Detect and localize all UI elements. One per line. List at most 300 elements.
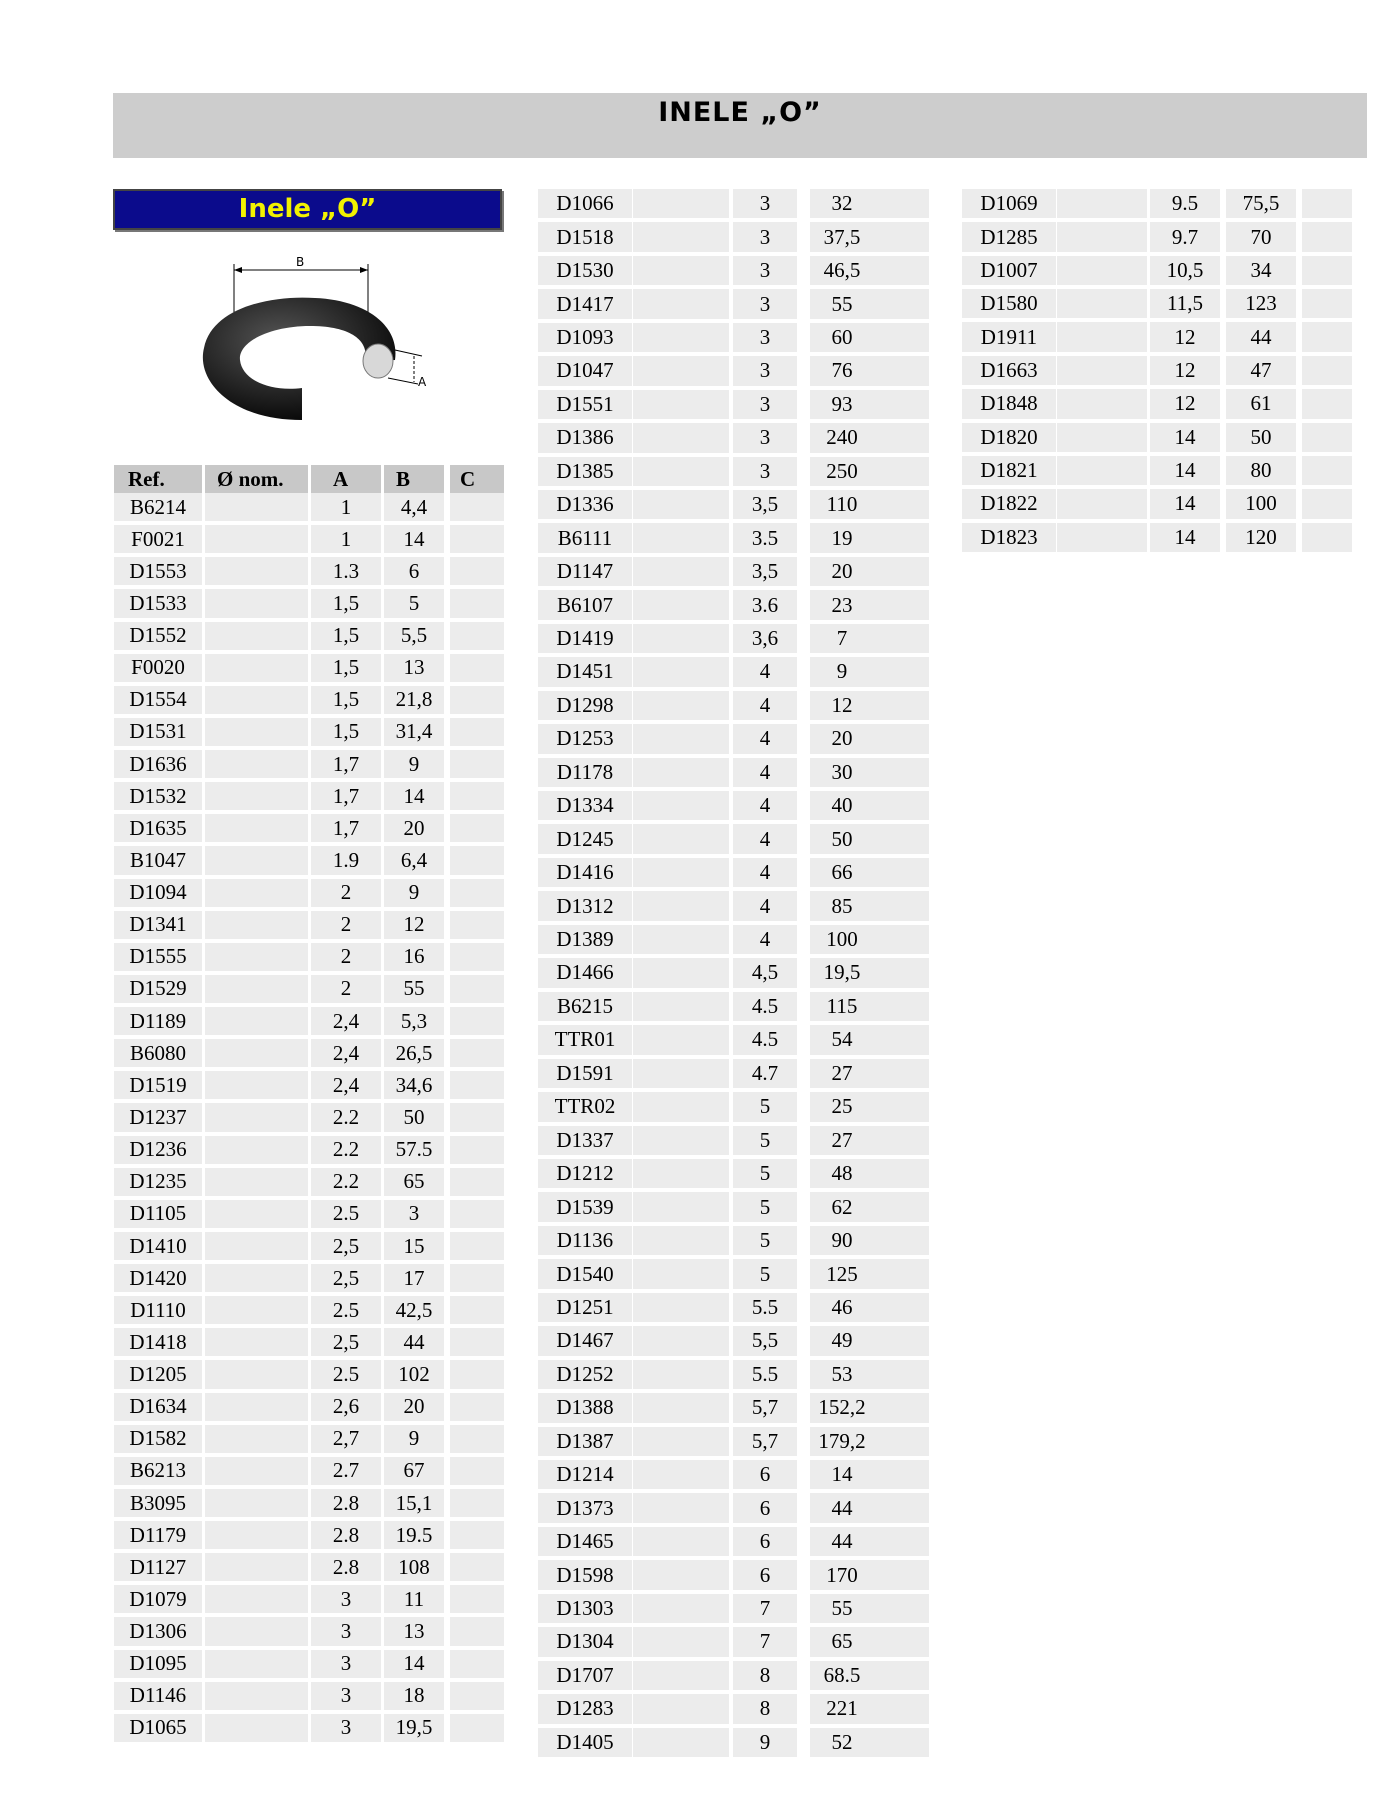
row-b: 50 — [384, 1103, 444, 1131]
row-b: 30 — [810, 758, 874, 787]
row-b: 80 — [1226, 456, 1296, 485]
row-a: 2 — [311, 975, 381, 1003]
row-c — [874, 1493, 929, 1522]
row-ref: D1634 — [114, 1393, 202, 1421]
header-a: A — [311, 465, 381, 493]
row-ref: D1095 — [114, 1650, 202, 1678]
row-c — [450, 1714, 504, 1742]
row-ref: D1127 — [114, 1553, 202, 1581]
row-a: 2,4 — [311, 1007, 381, 1035]
row-a: 2 — [311, 911, 381, 939]
row-nom — [633, 289, 729, 318]
row-nom — [205, 1714, 308, 1742]
row-b: 115 — [810, 992, 874, 1021]
row-c — [874, 724, 929, 753]
row-ref: D1552 — [114, 622, 202, 650]
row-c — [450, 1007, 504, 1035]
page-title: INELE „O” — [658, 97, 822, 128]
row-ref: D1285 — [962, 222, 1056, 251]
row-c — [874, 1259, 929, 1288]
row-c — [874, 992, 929, 1021]
row-c — [874, 958, 929, 987]
row-ref: D1066 — [538, 189, 632, 218]
row-c — [450, 1553, 504, 1581]
row-ref: B1047 — [114, 846, 202, 874]
row-ref: D1373 — [538, 1493, 632, 1522]
row-nom — [205, 1553, 308, 1581]
row-a: 5.5 — [733, 1293, 797, 1322]
row-ref: D1465 — [538, 1527, 632, 1556]
row-ref: B6215 — [538, 992, 632, 1021]
header-nom: Ø nom. — [205, 465, 308, 493]
row-a: 2.2 — [311, 1136, 381, 1164]
row-nom — [633, 1025, 729, 1054]
row-b: 70 — [1226, 222, 1296, 251]
row-nom — [205, 1521, 308, 1549]
row-a: 1,5 — [311, 589, 381, 617]
row-c — [874, 1226, 929, 1255]
row-a: 2,6 — [311, 1393, 381, 1421]
row-b: 44 — [384, 1328, 444, 1356]
row-c — [874, 1159, 929, 1188]
row-ref: D1303 — [538, 1594, 632, 1623]
row-nom — [633, 457, 729, 486]
row-ref: D1533 — [114, 589, 202, 617]
row-a: 3 — [311, 1585, 381, 1613]
row-a: 4.5 — [733, 1025, 797, 1054]
row-b: 52 — [810, 1728, 874, 1757]
row-a: 14 — [1150, 456, 1220, 485]
row-a: 3 — [311, 1682, 381, 1710]
row-c — [874, 824, 929, 853]
row-c — [450, 911, 504, 939]
row-a: 2,5 — [311, 1264, 381, 1292]
row-nom — [205, 1650, 308, 1678]
row-a: 3 — [311, 1714, 381, 1742]
row-c — [450, 1360, 504, 1388]
row-b: 34 — [1226, 256, 1296, 285]
row-nom — [633, 958, 729, 987]
row-c — [1302, 423, 1352, 452]
row-b: 60 — [810, 323, 874, 352]
row-a: 3,6 — [733, 624, 797, 653]
row-a: 2,5 — [311, 1328, 381, 1356]
header-c: C — [450, 465, 504, 493]
row-c — [874, 925, 929, 954]
row-a: 2,7 — [311, 1425, 381, 1453]
row-b: 76 — [810, 356, 874, 385]
row-ref: D1822 — [962, 489, 1056, 518]
row-ref: D1065 — [114, 1714, 202, 1742]
row-a: 4,5 — [733, 958, 797, 987]
row-b: 13 — [384, 654, 444, 682]
row-ref: D1189 — [114, 1007, 202, 1035]
row-ref: D1911 — [962, 322, 1056, 351]
row-nom — [205, 1425, 308, 1453]
dimension-b-label: B — [296, 255, 305, 269]
row-nom — [633, 1393, 729, 1422]
row-b: 40 — [810, 791, 874, 820]
row-nom — [205, 879, 308, 907]
row-b: 53 — [810, 1360, 874, 1389]
row-b: 75,5 — [1226, 189, 1296, 218]
row-c — [450, 1457, 504, 1485]
row-b: 17 — [384, 1264, 444, 1292]
row-a: 1 — [311, 525, 381, 553]
row-ref: D1532 — [114, 782, 202, 810]
row-ref: TTR02 — [538, 1092, 632, 1121]
row-c — [874, 1527, 929, 1556]
row-a: 14 — [1150, 523, 1220, 552]
row-a: 1,7 — [311, 782, 381, 810]
row-nom — [633, 1092, 729, 1121]
row-c — [874, 1360, 929, 1389]
row-b: 55 — [810, 289, 874, 318]
row-ref: D1529 — [114, 975, 202, 1003]
row-ref: D1466 — [538, 958, 632, 987]
row-nom — [1057, 356, 1147, 385]
row-b: 250 — [810, 457, 874, 486]
row-a: 2.5 — [311, 1200, 381, 1228]
row-nom — [205, 1103, 308, 1131]
row-nom — [1057, 289, 1147, 318]
row-nom — [205, 911, 308, 939]
row-ref: D1298 — [538, 691, 632, 720]
row-ref: D1821 — [962, 456, 1056, 485]
row-b: 110 — [810, 490, 874, 519]
row-b: 47 — [1226, 356, 1296, 385]
row-a: 2 — [311, 943, 381, 971]
row-nom — [633, 189, 729, 218]
row-nom — [205, 782, 308, 810]
row-ref: D1518 — [538, 222, 632, 251]
row-nom — [205, 493, 308, 521]
row-nom — [205, 686, 308, 714]
row-a: 7 — [733, 1594, 797, 1623]
row-ref: D1416 — [538, 858, 632, 887]
row-ref: B6214 — [114, 493, 202, 521]
row-a: 11,5 — [1150, 289, 1220, 318]
row-c — [874, 1427, 929, 1456]
row-ref: D1093 — [538, 323, 632, 352]
row-ref: D1417 — [538, 289, 632, 318]
row-b: 42,5 — [384, 1296, 444, 1324]
row-a: 9.5 — [1150, 189, 1220, 218]
row-c — [874, 1126, 929, 1155]
row-a: 5 — [733, 1159, 797, 1188]
row-a: 5 — [733, 1092, 797, 1121]
row-c — [450, 1425, 504, 1453]
row-a: 7 — [733, 1627, 797, 1656]
row-ref: D1530 — [538, 256, 632, 285]
row-b: 221 — [810, 1694, 874, 1723]
row-nom — [633, 1694, 729, 1723]
row-c — [874, 1025, 929, 1054]
row-nom — [633, 691, 729, 720]
row-a: 1,5 — [311, 718, 381, 746]
row-a: 3.6 — [733, 590, 797, 619]
row-c — [450, 1328, 504, 1356]
row-a: 3 — [733, 390, 797, 419]
row-b: 46 — [810, 1293, 874, 1322]
row-b: 15 — [384, 1232, 444, 1260]
row-ref: D1178 — [538, 758, 632, 787]
row-b: 100 — [1226, 489, 1296, 518]
row-b: 9 — [384, 879, 444, 907]
row-ref: D1635 — [114, 814, 202, 842]
row-a: 3 — [733, 222, 797, 251]
row-nom — [1057, 523, 1147, 552]
row-nom — [633, 925, 729, 954]
row-c — [874, 1594, 929, 1623]
row-a: 2,5 — [311, 1232, 381, 1260]
row-a: 5 — [733, 1259, 797, 1288]
row-b: 108 — [384, 1553, 444, 1581]
row-a: 4.7 — [733, 1059, 797, 1088]
row-c — [874, 457, 929, 486]
row-b: 100 — [810, 925, 874, 954]
row-nom — [205, 557, 308, 585]
row-a: 3 — [733, 289, 797, 318]
row-ref: D1007 — [962, 256, 1056, 285]
row-ref: D1823 — [962, 523, 1056, 552]
row-b: 54 — [810, 1025, 874, 1054]
row-b: 125 — [810, 1259, 874, 1288]
row-c — [450, 493, 504, 521]
row-a: 4 — [733, 925, 797, 954]
row-nom — [633, 624, 729, 653]
row-a: 5 — [733, 1126, 797, 1155]
row-nom — [633, 1293, 729, 1322]
row-nom — [633, 423, 729, 452]
row-a: 6 — [733, 1527, 797, 1556]
row-ref: B6111 — [538, 523, 632, 552]
row-a: 5 — [733, 1192, 797, 1221]
row-a: 3 — [733, 423, 797, 452]
row-c — [450, 1200, 504, 1228]
row-nom — [633, 1627, 729, 1656]
row-a: 4 — [733, 791, 797, 820]
row-a: 4 — [733, 724, 797, 753]
row-b: 48 — [810, 1159, 874, 1188]
row-a: 4 — [733, 824, 797, 853]
row-nom — [1057, 189, 1147, 218]
row-b: 20 — [384, 1393, 444, 1421]
row-ref: D1580 — [962, 289, 1056, 318]
row-nom — [633, 1460, 729, 1489]
row-b: 179,2 — [810, 1427, 874, 1456]
row-nom — [633, 523, 729, 552]
page-header-bar — [113, 93, 1367, 158]
row-c — [874, 390, 929, 419]
row-c — [450, 1585, 504, 1613]
row-c — [874, 1192, 929, 1221]
row-ref: D1848 — [962, 389, 1056, 418]
row-nom — [205, 718, 308, 746]
row-a: 5.5 — [733, 1360, 797, 1389]
row-b: 15,1 — [384, 1489, 444, 1517]
row-c — [874, 323, 929, 352]
row-ref: B3095 — [114, 1489, 202, 1517]
row-c — [450, 1489, 504, 1517]
row-ref: D1820 — [962, 423, 1056, 452]
row-c — [450, 525, 504, 553]
row-a: 12 — [1150, 389, 1220, 418]
row-a: 4 — [733, 691, 797, 720]
row-b: 62 — [810, 1192, 874, 1221]
row-c — [874, 222, 929, 251]
row-nom — [205, 1328, 308, 1356]
row-b: 20 — [810, 557, 874, 586]
row-a: 2,4 — [311, 1039, 381, 1067]
row-ref: D1252 — [538, 1360, 632, 1389]
row-ref: D1591 — [538, 1059, 632, 1088]
row-ref: D1105 — [114, 1200, 202, 1228]
row-a: 5,5 — [733, 1326, 797, 1355]
row-a: 2.7 — [311, 1457, 381, 1485]
row-nom — [205, 1007, 308, 1035]
row-nom — [633, 222, 729, 251]
row-ref: D1555 — [114, 943, 202, 971]
row-b: 9 — [810, 657, 874, 686]
row-ref: D1419 — [538, 624, 632, 653]
row-b: 26,5 — [384, 1039, 444, 1067]
row-c — [874, 289, 929, 318]
row-b: 14 — [384, 525, 444, 553]
row-nom — [633, 858, 729, 887]
row-b: 19,5 — [810, 958, 874, 987]
row-nom — [633, 1360, 729, 1389]
row-c — [874, 356, 929, 385]
row-c — [874, 590, 929, 619]
row-b: 4,4 — [384, 493, 444, 521]
row-c — [874, 557, 929, 586]
row-a: 14 — [1150, 489, 1220, 518]
row-a: 3,5 — [733, 490, 797, 519]
brand-label-box — [113, 189, 502, 230]
row-ref: D1251 — [538, 1293, 632, 1322]
row-ref: B6213 — [114, 1457, 202, 1485]
row-ref: D1410 — [114, 1232, 202, 1260]
row-ref: B6107 — [538, 590, 632, 619]
row-c — [874, 1661, 929, 1690]
row-a: 12 — [1150, 322, 1220, 351]
row-c — [450, 589, 504, 617]
row-a: 3 — [311, 1650, 381, 1678]
row-b: 23 — [810, 590, 874, 619]
row-a: 2.5 — [311, 1296, 381, 1324]
row-c — [450, 1617, 504, 1645]
row-b: 37,5 — [810, 222, 874, 251]
row-nom — [205, 1393, 308, 1421]
row-b: 44 — [810, 1527, 874, 1556]
row-c — [450, 975, 504, 1003]
row-nom — [205, 1585, 308, 1613]
row-a: 5,7 — [733, 1393, 797, 1422]
row-b: 7 — [810, 624, 874, 653]
row-nom — [633, 791, 729, 820]
row-nom — [633, 490, 729, 519]
row-a: 12 — [1150, 356, 1220, 385]
row-a: 6 — [733, 1460, 797, 1489]
row-ref: D1047 — [538, 356, 632, 385]
row-b: 90 — [810, 1226, 874, 1255]
row-nom — [633, 1126, 729, 1155]
row-nom — [205, 814, 308, 842]
row-ref: D1235 — [114, 1168, 202, 1196]
row-a: 2.2 — [311, 1168, 381, 1196]
row-nom — [1057, 256, 1147, 285]
row-b: 16 — [384, 943, 444, 971]
row-ref: D1079 — [114, 1585, 202, 1613]
row-b: 14 — [384, 1650, 444, 1678]
row-nom — [205, 846, 308, 874]
row-nom — [205, 1682, 308, 1710]
row-c — [1302, 356, 1352, 385]
row-a: 8 — [733, 1661, 797, 1690]
row-ref: D1336 — [538, 490, 632, 519]
row-nom — [205, 1457, 308, 1485]
row-b: 152,2 — [810, 1393, 874, 1422]
row-a: 3 — [733, 356, 797, 385]
row-a: 4.5 — [733, 992, 797, 1021]
row-ref: D1554 — [114, 686, 202, 714]
row-nom — [1057, 423, 1147, 452]
row-a: 2 — [311, 879, 381, 907]
row-nom — [205, 943, 308, 971]
row-c — [1302, 389, 1352, 418]
row-nom — [1057, 389, 1147, 418]
row-a: 5 — [733, 1226, 797, 1255]
row-ref: D1451 — [538, 657, 632, 686]
row-nom — [1057, 489, 1147, 518]
row-b: 32 — [810, 189, 874, 218]
o-ring-diagram — [190, 250, 440, 430]
row-b: 19,5 — [384, 1714, 444, 1742]
row-c — [450, 1393, 504, 1421]
row-c — [450, 879, 504, 907]
row-nom — [633, 758, 729, 787]
row-ref: D1212 — [538, 1159, 632, 1188]
row-ref: TTR01 — [538, 1025, 632, 1054]
row-c — [874, 624, 929, 653]
row-ref: D1334 — [538, 791, 632, 820]
row-ref: D1146 — [114, 1682, 202, 1710]
row-b: 55 — [810, 1594, 874, 1623]
row-b: 6,4 — [384, 846, 444, 874]
header-ref: Ref. — [114, 465, 202, 493]
row-b: 61 — [1226, 389, 1296, 418]
row-b: 85 — [810, 891, 874, 920]
brand-label: Inele „O” — [238, 194, 377, 224]
row-a: 6 — [733, 1560, 797, 1589]
row-ref: D1582 — [114, 1425, 202, 1453]
row-nom — [205, 1264, 308, 1292]
row-c — [874, 791, 929, 820]
row-b: 34,6 — [384, 1071, 444, 1099]
row-b: 27 — [810, 1126, 874, 1155]
row-nom — [205, 589, 308, 617]
row-b: 25 — [810, 1092, 874, 1121]
row-b: 123 — [1226, 289, 1296, 318]
row-a: 2.5 — [311, 1360, 381, 1388]
row-nom — [205, 1039, 308, 1067]
row-ref: D1540 — [538, 1259, 632, 1288]
row-c — [1302, 523, 1352, 552]
row-a: 1,7 — [311, 814, 381, 842]
row-b: 31,4 — [384, 718, 444, 746]
row-nom — [633, 590, 729, 619]
